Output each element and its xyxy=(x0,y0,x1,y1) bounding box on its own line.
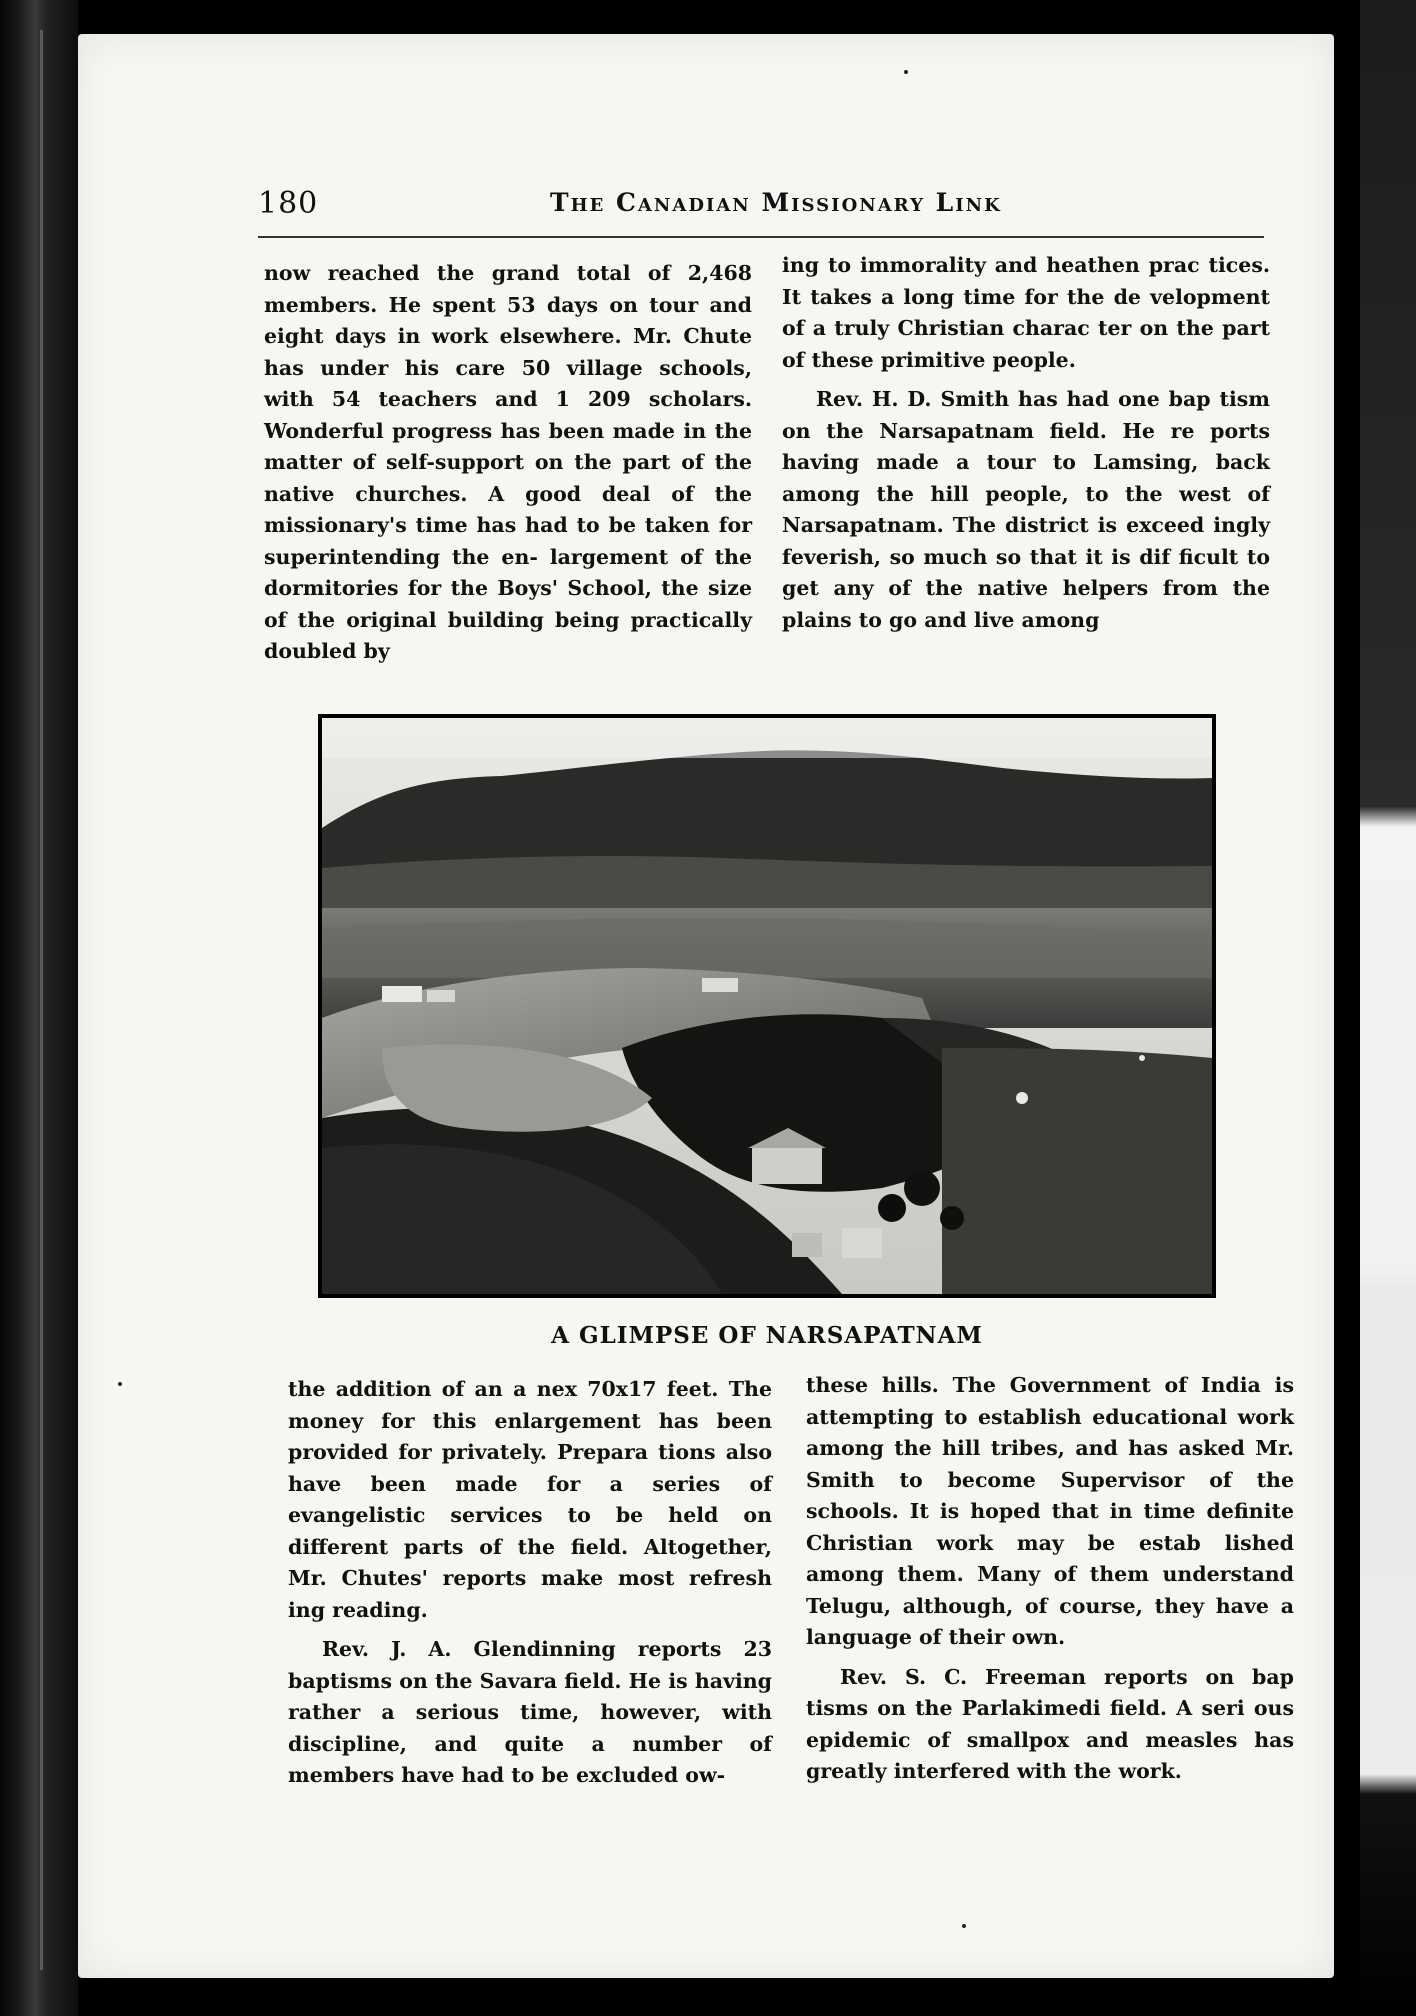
scan-speck xyxy=(904,70,908,74)
paragraph: Rev. H. D. Smith has had one bap tism on the Narsapatnam field. He re ports having made a tour to Lamsing, back among the hill people, to the west of Narsapatnam. The district is exceed ingly feverish, so much so that it is dif ficult to get any of the native helpers from the plains to go and live among xyxy=(782,387,1270,632)
column-bottom-left xyxy=(288,1374,772,1800)
book-spine xyxy=(0,0,78,2016)
header-rule xyxy=(258,236,1264,238)
paragraph: Rev. J. A. Glendinning reports 23 baptisms on the Savara field. He is having rather a serious time, however, with discipline, and quite a number of members have had to be excluded ow- xyxy=(288,1637,772,1787)
paragraph: these hills. The Government of India is attempting to establish educational work among the hill tribes, and has asked Mr. Smith to become Supervisor of the schools. It is hoped that in time definite Christian work may be estab lished among them. Many of them understand Telugu, although, of course, they have a language of their own. xyxy=(806,1373,1294,1649)
paragraph: ing to immorality and heathen prac tices. It takes a long time for the de velopment of a truly Christian charac ter on the part of these primitive people. xyxy=(782,253,1270,372)
scan-speck xyxy=(962,1924,966,1928)
narsapatnam-photo xyxy=(322,718,1212,1294)
paragraph: the addition of an a nex 70x17 feet. The money for this enlargement has been provided for privately. Prepara tions also have been made for a series of evangelistic services to be held on different parts of the field. Altogether, Mr. Chutes' reports make most refresh ing reading. xyxy=(288,1377,772,1622)
page-number: 180 xyxy=(258,186,319,221)
adjacent-page-strip xyxy=(1340,0,1416,2016)
page-header xyxy=(258,186,1264,226)
running-title: The Canadian Missionary Link xyxy=(550,188,1002,217)
paragraph: now reached the grand total of 2,468 members. He spent 53 days on tour and eight days in work elsewhere. Mr. Chute has under his care 50 village schools, with 54 teachers and 1 209 scholars. Wonderful progress has been made in the matter of self-support on the part of the native churches. A good deal of the missionary's time has had to be taken for superintending the en- largement of the dormitories for the Boys' School, the size of the original building being practically doubled by xyxy=(264,261,752,663)
next-page-edge xyxy=(1360,0,1416,2016)
landscape-photograph xyxy=(318,714,1216,1298)
scan-speck xyxy=(118,1382,122,1386)
spine-binding-line xyxy=(40,30,43,1970)
column-bottom-right xyxy=(806,1370,1294,1796)
figure-caption: A GLIMPSE OF NARSAPATNAM xyxy=(551,1322,983,1349)
paragraph: Rev. S. C. Freeman reports on bap tisms on the Parlakimedi field. A seri ous epidemic of smallpox and measles has greatly interfered with the work. xyxy=(806,1664,1294,1783)
column-top-right xyxy=(782,250,1270,644)
column-top-left xyxy=(264,258,752,676)
